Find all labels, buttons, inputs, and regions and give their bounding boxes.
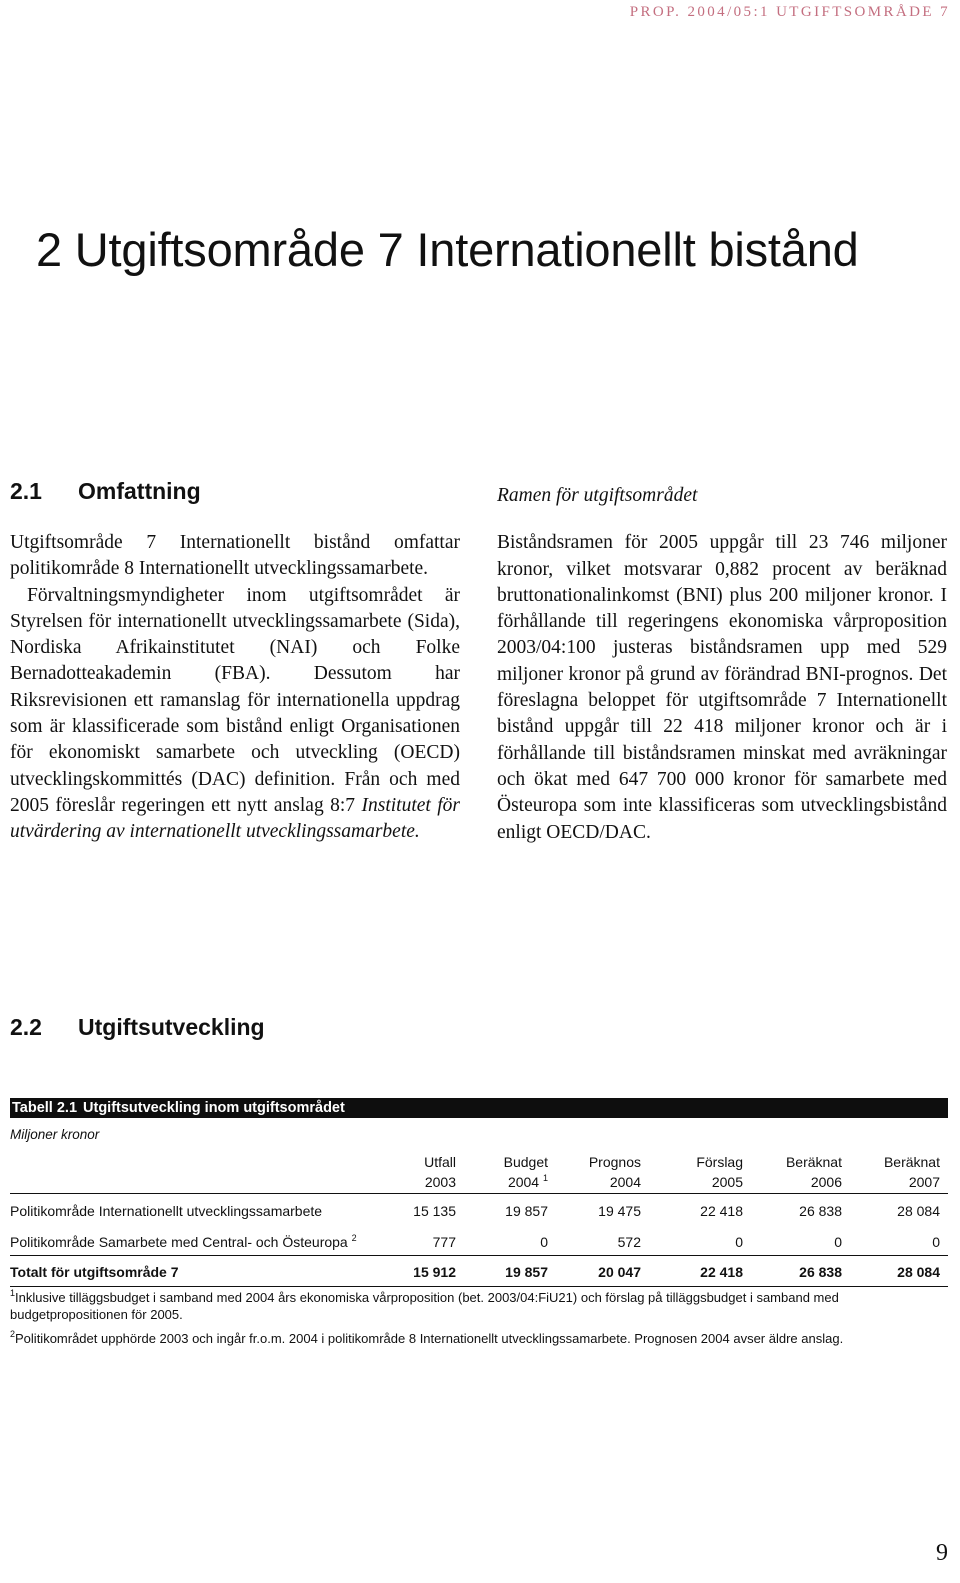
section-heading-omfattning (10, 478, 201, 505)
section-number: 2.2 (10, 1014, 42, 1040)
cell: 22 418 (700, 1203, 743, 1219)
ramen-heading: Ramen för utgiftsområdet (497, 485, 698, 506)
section-number: 2.1 (10, 478, 42, 504)
table-total-row (10, 1264, 948, 1284)
running-head: PROP. 2004/05:1 UTGIFTSOMRÅDE 7 (629, 4, 950, 20)
anslag-name: Institutet för utvärdering av internationellt utvecklingssamarbete. (10, 794, 460, 843)
cell: 19 857 (505, 1203, 548, 1219)
table-caption (10, 1098, 948, 1118)
paragraph-omfattning-2-text: Förvaltningsmyndigheter inom utgiftsområdet är Styrelsen för internationellt utvecklingssamarbete (Sida), Nordiska Afrikainstitutet (NAI) och Folke Bernadotteakademin (FBA). Dessutom har Riksrevisionen ett ramanslag för internationella uppdrag som är klassificerade som bistånd enligt Organisationen för ekonomiskt samarbete och utveckling (OECD) utvecklingskommittés (DAC) definition. Från och med 2005 föreslår regeringen ett nytt anslag 8:7 (10, 584, 460, 816)
col-year: 2003 (424, 1174, 456, 1190)
section-title: Omfattning (78, 478, 201, 504)
table-row (10, 1203, 948, 1223)
footnote-1 (10, 1289, 948, 1323)
cell: 15 135 (413, 1203, 456, 1219)
col-year: 2007 (908, 1174, 940, 1190)
table-caption-title: Utgiftsutveckling inom utgiftsområdet (83, 1100, 345, 1116)
col-header: Prognos (588, 1154, 641, 1170)
left-column (10, 530, 460, 846)
table-header-row-top (10, 1152, 948, 1172)
paragraph-omfattning-1: Utgiftsområde 7 Internationellt bistånd omfattar politikområde 8 Internationellt utvecklingssamarbete. (10, 532, 460, 580)
col-year: 2004 (609, 1174, 641, 1190)
footnote-ref-2: 2 (351, 1233, 357, 1243)
cell: 26 838 (799, 1264, 842, 1280)
page-number: 9 (936, 1540, 948, 1566)
right-column (497, 485, 947, 846)
footnote-marker: 2 (10, 1329, 16, 1339)
footnote-marker: 1 (10, 1288, 16, 1298)
table-header-row-year (10, 1172, 948, 1192)
table-total (10, 1264, 948, 1284)
col-header: Beräknat (785, 1154, 842, 1170)
expenditure-table (10, 1152, 948, 1192)
col-year: 2006 (810, 1174, 842, 1190)
table-unit: Miljoner kronor (10, 1127, 100, 1142)
row-label: Totalt för utgiftsområde 7 (10, 1264, 179, 1280)
row-label (10, 1234, 357, 1250)
table-rule (10, 1255, 948, 1256)
cell: 15 912 (413, 1264, 456, 1280)
col-header: Budget (503, 1154, 548, 1170)
cell: 19 857 (505, 1264, 548, 1280)
cell: 28 084 (897, 1264, 940, 1280)
cell: 777 (432, 1234, 456, 1250)
section-title: Utgiftsutveckling (78, 1014, 265, 1040)
footnote-2 (10, 1330, 948, 1347)
cell: 0 (735, 1234, 743, 1250)
cell: 572 (617, 1234, 641, 1250)
cell: 22 418 (700, 1264, 743, 1280)
cell: 0 (540, 1234, 548, 1250)
cell: 0 (932, 1234, 940, 1250)
paragraph-ramen: Biståndsramen för 2005 uppgår till 23 746 miljoner kronor, vilket motsvarar 0,882 procent av beräknad bruttonationalinkomst (BNI) plus 200 miljoner kronor. I förhållande till regeringens ekonomiska vårproposition 2003/04:100 justeras biståndsramen upp med 529 miljoner kronor på grund av förändrad BNI-prognos. Det föreslagna beloppet för utgiftsområde 7 Internationellt bistånd uppgår till 22 418 miljoner kronor och är i förhållande till biståndsramen minskat med avräkningar och ökat med 647 700 000 kronor för samarbete med Östeuropa som inte klassificeras som utvecklingsbistånd enligt OECD/DAC. (497, 532, 947, 843)
section-heading-utgiftsutveckling (10, 1014, 265, 1041)
footnote-text: Politikområdet upphörde 2003 och ingår fr.o.m. 2004 i politikområde 8 Internationellt utvecklingssamarbete. Prognosen 2004 avser äldre anslag. (15, 1331, 844, 1346)
cell: 26 838 (799, 1203, 842, 1219)
cell: 0 (834, 1234, 842, 1250)
col-header: Utfall (424, 1154, 456, 1170)
cell: 20 047 (598, 1264, 641, 1280)
col-year-value: 2004 (507, 1174, 540, 1190)
col-year: 2005 (711, 1174, 743, 1190)
row-label-text: Politikområde Samarbete med Central- och Östeuropa (10, 1234, 348, 1250)
table-body (10, 1203, 948, 1254)
col-header: Förslag (696, 1154, 743, 1170)
cell: 28 084 (897, 1203, 940, 1219)
col-year (458, 1172, 548, 1192)
row-label: Politikområde Internationellt utvecklingssamarbete (10, 1203, 323, 1219)
table-caption-label: Tabell 2.1 (12, 1100, 78, 1116)
cell: 19 475 (598, 1203, 641, 1219)
footnote-text: Inklusive tilläggsbudget i samband med 2004 års ekonomiska vårproposition (bet. 2003/04:FiU21) och förslag på tilläggsbudget i samband med budgetpropositionen för 2005. (10, 1290, 839, 1322)
paragraph-omfattning-2 (10, 583, 460, 846)
table-rule (10, 1286, 948, 1287)
table-rule (10, 1193, 948, 1194)
col-header: Beräknat (883, 1154, 940, 1170)
table-row (10, 1234, 948, 1254)
chapter-title: 2 Utgiftsområde 7 Internationellt bistånd (36, 223, 859, 276)
footnote-ref-1: 1 (542, 1173, 548, 1183)
